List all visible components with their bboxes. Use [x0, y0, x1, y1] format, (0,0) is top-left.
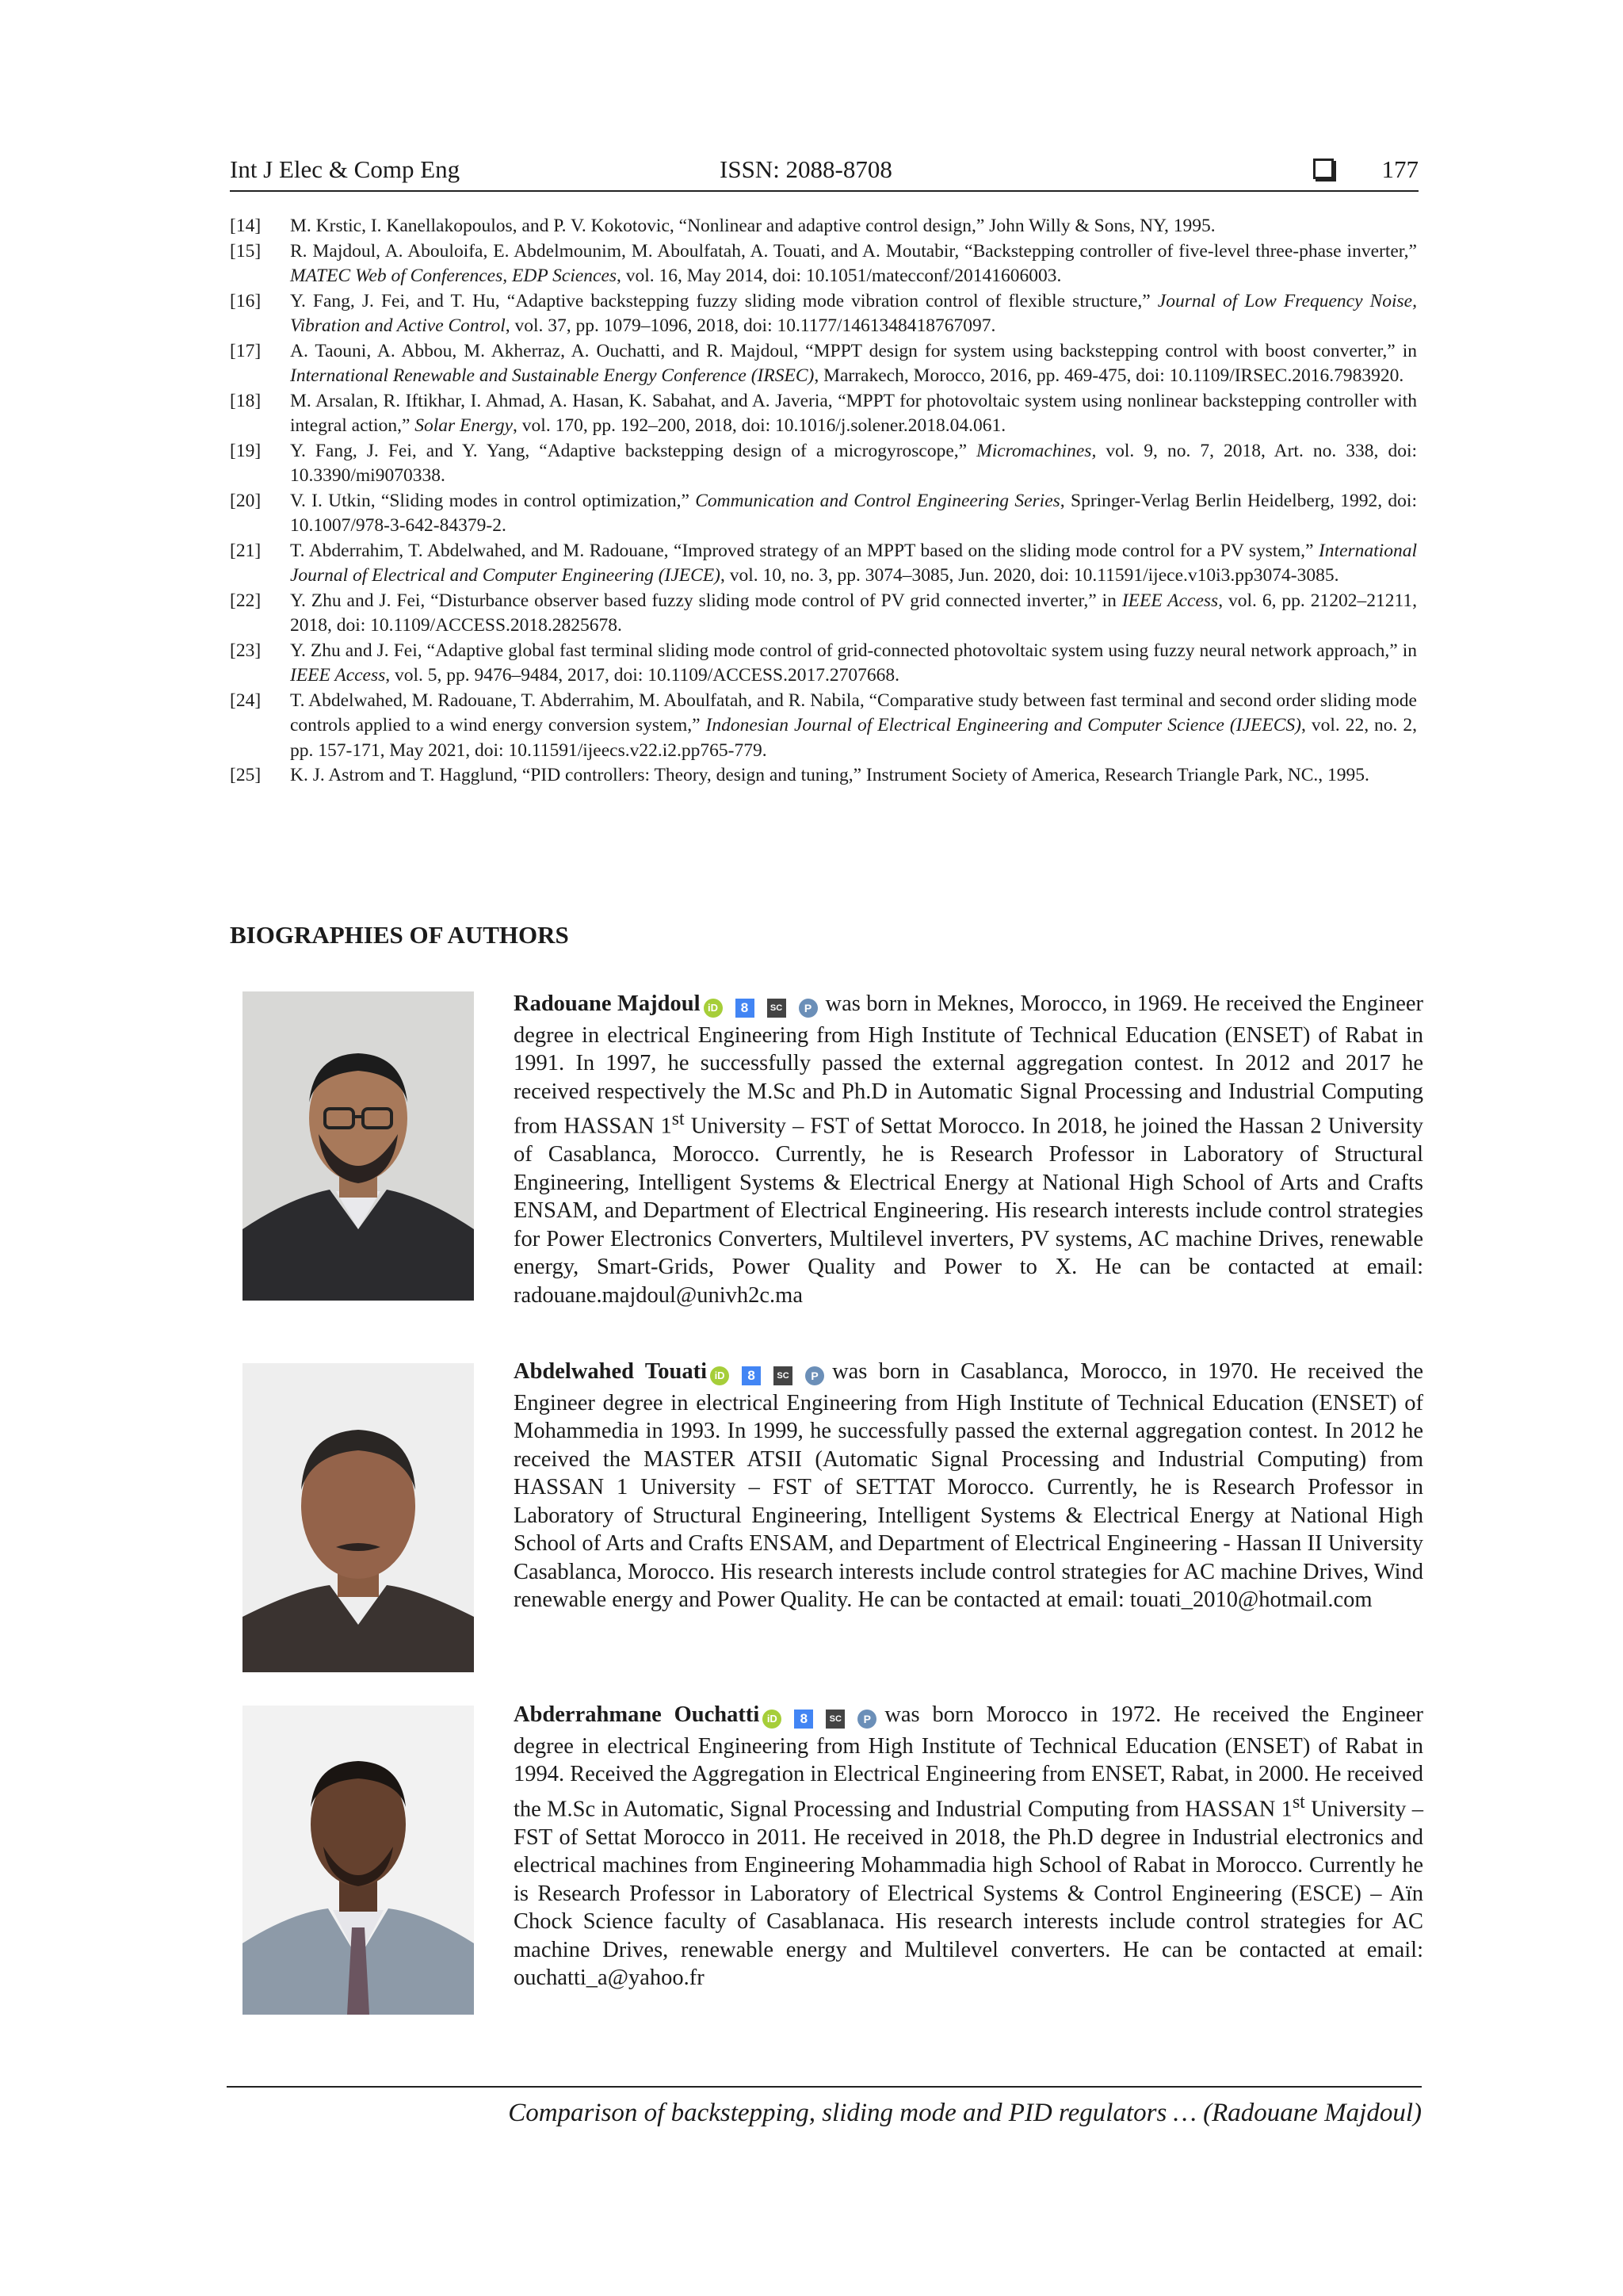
reference-text-tail: , vol. 22, no. 2, pp. 157-171, May 2021, doi: 10.11591/ijeecs.v22.i2.pp765-779. — [290, 715, 1418, 761]
reference-source: IEEE Access — [1121, 590, 1219, 611]
author-photo-2 — [242, 1363, 474, 1672]
reference-text-main: T. Abderrahim, T. Abdelwahed, and M. Radouane, “Improved strategy of an MPPT based on the sliding mode control for a PV system,” — [290, 540, 1319, 561]
running-header — [230, 155, 1419, 192]
reference-source: MATEC Web of Conferences, EDP Sciences — [290, 266, 617, 286]
superscript: st — [671, 1109, 685, 1129]
reference-text-tail: , Marrakech, Morocco, 2016, pp. 469-475, doi: 10.1109/IRSEC.2016.7983920. — [814, 365, 1404, 386]
author-name: Abdelwahed Touati — [514, 1359, 708, 1384]
reference-source: Communication and Control Engineering Series — [695, 490, 1060, 511]
issn: ISSN: 2088-8708 — [720, 155, 892, 183]
reference-text — [290, 539, 1417, 589]
reference-item — [230, 689, 1417, 764]
reference-text-tail: , vol. 16, May 2014, doi: 10.1051/matecconf/20141606003. — [617, 266, 1062, 286]
page-number: 177 — [1381, 155, 1419, 183]
reference-text — [290, 763, 1417, 789]
reference-text — [290, 589, 1417, 639]
reference-source: Journal of Low Frequency Noise, Vibration and Active Control — [290, 290, 1417, 336]
author-photo-3 — [242, 1706, 474, 2015]
author-bio-text-cont: University – FST of Settat Morocco. In 2018, he joined the Hassan 2 University of Casablanca, Morocco. Currently, he is Research Professor in Laboratory of Structural Engineering, Intelligent Systems & Electrical Energy at National High School of Arts and Crafts ENSAM, and Department of Electrical Engineering. His research interests include control strategies for Power Electronics Converters, Multilevel inverters, PV systems, AC machine Drives, renewable energy, Smart-Grids, Power Quality and Power to X. He can be contacted at email: radouane.majdoul@univh2c.ma — [514, 1114, 1423, 1308]
reference-text-main: K. J. Astrom and T. Hagglund, “PID controllers: Theory, design and tuning,” Instrument Society of America, Research Triangle Park, NC., 1995. — [290, 765, 1369, 785]
reference-source: IEEE Access — [290, 665, 386, 686]
reference-text-tail: vol. 9, no. 7, 2018, Art. no. 338, doi: 10.3390/mi9070338. — [290, 440, 1418, 486]
journal-name: Int J Elec & Comp Eng — [230, 155, 460, 183]
reference-text — [290, 639, 1417, 689]
scopus-icon[interactable]: SC — [773, 1366, 792, 1385]
reference-text-main: M. Arsalan, R. Iftikhar, I. Ahmad, A. Hasan, K. Sabahat, and A. Javeria, “MPPT for photovoltaic system using nonlinear backstepping controller with integral action,” — [290, 390, 1417, 436]
author-bio-2 — [514, 1358, 1423, 1614]
reference-number: [14] — [230, 216, 262, 236]
reference-text — [290, 339, 1417, 389]
reference-source: Micromachines, — [976, 440, 1097, 461]
reference-item — [230, 539, 1417, 589]
reference-item — [230, 289, 1417, 339]
reference-item — [230, 214, 1417, 239]
reference-item — [230, 389, 1417, 439]
reference-text — [290, 439, 1417, 489]
reference-number: [24] — [230, 690, 262, 711]
reference-item — [230, 763, 1417, 789]
reference-number: [23] — [230, 640, 262, 661]
author-bio-text-cont: University – FST of Settat Morocco in 2011. He received in 2018, the Ph.D degree in Industrial electronics and electrical machines from Engineering Mohammadia high School of Rabat in Morocco. Currently he is Research Professor in Laboratory of Electrical Systems & Control Engineering (ESCE) – Aïn Chock Science faculty of Casablanaca. His research interests include control strategies for AC machine Drives, renewable energy and Multilevel converters. He can be contacted at email: ouchatti_a@yahoo.fr — [514, 1797, 1423, 1990]
reference-text-main: M. Krstic, I. Kanellakopoulos, and P. V. Kokotovic, “Nonlinear and adaptive control design,” John Willy & Sons, NY, 1995. — [290, 216, 1216, 236]
reference-number: [22] — [230, 590, 262, 611]
publons-icon[interactable]: P — [805, 1366, 824, 1385]
profile-icons — [704, 993, 821, 1022]
profile-icons — [762, 1704, 880, 1733]
profile-icons — [710, 1361, 827, 1389]
reference-text — [290, 389, 1417, 439]
google-scholar-icon[interactable]: 8 — [735, 999, 754, 1018]
reference-text-tail: , vol. 170, pp. 192–200, 2018, doi: 10.1016/j.solener.2018.04.061. — [513, 415, 1006, 436]
author-bio-text: was born Morocco in 1972. He received the Engineer degree in electrical Engineering from High Institute of Technical Education (ENSET) of Rabat in 1994. Received the Aggregation in Electrical Engineering from ENSET, Rabat, in 2000. He received the M.Sc in Automatic, Signal Processing and Industrial Computing from HASSAN 1 — [514, 1702, 1423, 1821]
checkbox-icon — [1313, 159, 1334, 179]
superscript: st — [1292, 1791, 1305, 1813]
author-bio-3 — [514, 1701, 1423, 1992]
reference-text-main: Y. Zhu and J. Fei, “Disturbance observer based fuzzy sliding mode control of PV grid connected inverter,” in — [290, 590, 1122, 611]
publons-icon[interactable]: P — [799, 999, 818, 1018]
orcid-icon[interactable]: iD — [710, 1366, 729, 1385]
author-name: Radouane Majdoul — [514, 991, 701, 1016]
running-footer — [227, 2086, 1422, 2127]
reference-number: [21] — [230, 540, 262, 561]
author-photo-1 — [242, 991, 474, 1301]
footer-title: Comparison of backstepping, sliding mode and PID regulators … (Radouane Majdoul) — [508, 2099, 1422, 2127]
author-name: Abderrahmane Ouchatti — [514, 1702, 760, 1727]
google-scholar-icon[interactable]: 8 — [794, 1710, 813, 1729]
reference-number: [18] — [230, 390, 262, 411]
reference-text-tail: , vol. 6, pp. 21202–21211, 2018, doi: 10.1109/ACCESS.2018.2825678. — [290, 590, 1417, 636]
reference-source: International Journal of Electrical and Computer Engineering (IJECE) — [290, 540, 1417, 586]
reference-item — [230, 239, 1417, 289]
reference-text-tail: , vol. 37, pp. 1079–1096, 2018, doi: 10.1177/1461348418767097. — [505, 315, 996, 336]
orcid-icon[interactable]: iD — [704, 999, 723, 1018]
reference-item — [230, 589, 1417, 639]
reference-number: [16] — [230, 290, 262, 311]
reference-item — [230, 489, 1417, 539]
reference-number: [25] — [230, 765, 262, 785]
reference-text-main: T. Abdelwahed, M. Radouane, T. Abderrahim, M. Aboulfatah, and R. Nabila, “Comparative study between fast terminal and second order sliding mode controls applied to a wind energy conversion system,” — [290, 690, 1417, 735]
reference-number: [19] — [230, 440, 262, 461]
reference-text-main: Y. Fang, J. Fei, and T. Hu, “Adaptive backstepping fuzzy sliding mode vibration control of flexible structure,” — [290, 290, 1158, 311]
reference-text — [290, 489, 1417, 539]
reference-item — [230, 339, 1417, 389]
reference-text-tail: , vol. 10, no. 3, pp. 3074–3085, Jun. 2020, doi: 10.11591/ijece.v10i3.pp3074-3085. — [720, 565, 1339, 586]
reference-text-main: V. I. Utkin, “Sliding modes in control optimization,” — [290, 490, 696, 511]
reference-list — [230, 214, 1417, 789]
section-heading: BIOGRAPHIES OF AUTHORS — [230, 921, 569, 949]
reference-text — [290, 214, 1417, 239]
reference-text-tail: , vol. 5, pp. 9476–9484, 2017, doi: 10.1109/ACCESS.2017.2707668. — [385, 665, 899, 686]
reference-source: Indonesian Journal of Electrical Engineering and Computer Science (IJEECS) — [705, 715, 1301, 735]
orcid-icon[interactable]: iD — [762, 1710, 781, 1729]
reference-item — [230, 439, 1417, 489]
reference-source: International Renewable and Sustainable Energy Conference (IRSEC) — [290, 365, 815, 386]
publons-icon[interactable]: P — [857, 1710, 876, 1729]
reference-text-tail: , Springer-Verlag Berlin Heidelberg, 1992, doi: 10.1007/978-3-642-84379-2. — [290, 490, 1417, 536]
reference-text-main: A. Taouni, A. Abbou, M. Akherraz, A. Ouchatti, and R. Majdoul, “MPPT design for system using backstepping control with boost converter,” in — [290, 340, 1417, 361]
reference-text-main: R. Majdoul, A. Abouloifa, E. Abdelmounim, M. Aboulfatah, A. Touati, and A. Moutabir, “Backstepping controller of five-level three-phase inverter,” — [290, 240, 1417, 262]
reference-number: [20] — [230, 490, 262, 511]
reference-number: [15] — [230, 240, 262, 262]
google-scholar-icon[interactable]: 8 — [742, 1366, 761, 1385]
author-bio-text: was born in Casablanca, Morocco, in 1970. He received the Engineer degree in electrical Engineering from High Institute of Technical Education (ENSET) of Mohammedia in 1993. In 1999, he successfully passed the external aggregation contest. In 2012 he received the MASTER ATSII (Automatic Signal Processing and Industrial Computing) from HASSAN 1 University – FST of SETTAT Morocco. Currently, he is Research Professor in Laboratory of Structural Engineering, Intelligent Systems & Electrical Energy at National High School of Arts and Crafts ENSAM, and Department of Electrical Engineering - Hassan II University Casablanca, Morocco. His research interests include control strategies for AC machine Drives, Wind renewable energy and Power Quality. He can be contacted at email: touati_2010@hotmail.com — [514, 1359, 1424, 1612]
reference-text-main: Y. Zhu and J. Fei, “Adaptive global fast terminal sliding mode control of grid-connected photovoltaic system using fuzzy neural network approach,” in — [290, 640, 1417, 661]
author-bio-text: was born in Meknes, Morocco, in 1969. He received the Engineer degree in electrical Engineering from High Institute of Technical Education (ENSET) of Rabat in 1991. In 1997, he successfully passed the external aggregation contest. In 2012 and 2017 he received respectively the M.Sc and Ph.D in Automatic Signal Processing and Industrial Computing from HASSAN 1 — [514, 991, 1424, 1139]
scopus-icon[interactable]: SC — [826, 1710, 845, 1729]
scopus-icon[interactable]: SC — [767, 999, 786, 1018]
reference-text-main: Y. Fang, J. Fei, and Y. Yang, “Adaptive backstepping design of a microgyroscope,” — [290, 440, 977, 461]
reference-text — [290, 239, 1417, 289]
reference-source: Solar Energy — [414, 415, 514, 436]
author-bio-1 — [514, 990, 1423, 1309]
reference-item — [230, 639, 1417, 689]
reference-text — [290, 289, 1417, 339]
reference-number: [17] — [230, 340, 262, 361]
reference-text — [290, 689, 1417, 764]
